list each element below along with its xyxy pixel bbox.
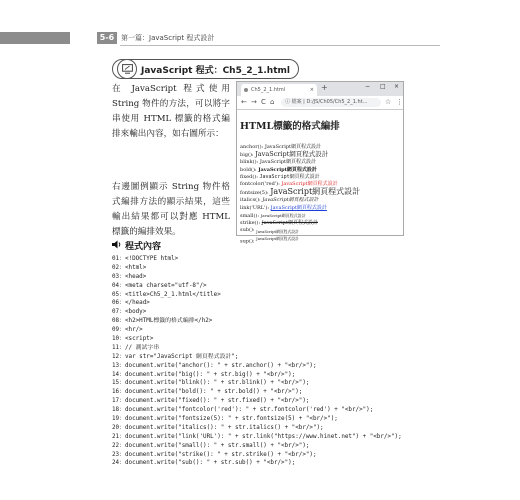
line-number: 20： bbox=[112, 424, 125, 431]
line-number: 12： bbox=[112, 353, 125, 360]
output-line: blink(): JavaScript網頁程式設計 bbox=[240, 159, 317, 166]
output-line: anchor(): JavaScript網頁程式設計 bbox=[240, 144, 322, 150]
browser-tab-title: Ch5_2_1.html bbox=[251, 87, 286, 93]
line-number: 09： bbox=[112, 327, 125, 334]
code-text: <html> bbox=[125, 264, 147, 271]
code-text: document.write("fontsize(5): " + str.fontsize(5) + "<br/>"); bbox=[125, 416, 338, 423]
line-number: 16： bbox=[112, 389, 125, 396]
code-line bbox=[112, 379, 442, 388]
example-label-text: JavaScript 程式：Ch5_2_1.html bbox=[141, 65, 290, 76]
line-number: 23： bbox=[112, 451, 125, 458]
line-number: 05： bbox=[112, 291, 125, 298]
code-line bbox=[112, 442, 442, 451]
code-text: </head> bbox=[125, 300, 150, 307]
monitor-icon bbox=[117, 59, 137, 79]
code-text: var str="JavaScript 網頁程式設計"; bbox=[125, 353, 239, 360]
code-line bbox=[112, 406, 442, 415]
code-line bbox=[112, 255, 442, 264]
code-text: document.write("fontcolor('red'): " + str.fontcolor('red') + "<br/>"); bbox=[125, 407, 374, 414]
new-tab-icon[interactable]: + bbox=[321, 83, 328, 92]
explain-paragraph: 右邊圖例顯示 String 物件格式編排方法的顯示結果，這些輸出結果都可以對應 HTML 標籤的編排效果。 bbox=[112, 182, 230, 237]
code-line bbox=[112, 415, 442, 424]
output-line: small(): JavaScript網頁程式設計 bbox=[240, 212, 306, 219]
code-text: document.write("big(): " + str.big() + "<br/>"); bbox=[125, 371, 296, 378]
output-line: big(): JavaScript網頁程式設計 bbox=[240, 150, 329, 159]
example-label bbox=[112, 59, 299, 79]
kebab-menu-icon[interactable]: ⋮ bbox=[396, 98, 403, 106]
header-divider bbox=[120, 45, 440, 46]
line-number: 24： bbox=[112, 460, 125, 467]
browser-tab[interactable] bbox=[241, 84, 317, 96]
page-heading: HTML標籤的格式編排 bbox=[240, 121, 340, 132]
code-line bbox=[112, 317, 442, 326]
speaker-icon bbox=[112, 240, 122, 252]
output-line: sub(): $_{JavaScript網頁程式設計}$ bbox=[240, 227, 299, 235]
code-text: // 測試字串 bbox=[125, 344, 160, 351]
code-line bbox=[112, 451, 442, 460]
line-number: 10： bbox=[112, 336, 125, 343]
page-number: 5-6 bbox=[97, 32, 117, 44]
code-text: document.write("fixed(): " + str.fixed() + "<br/>"); bbox=[125, 398, 310, 405]
back-arrow-icon[interactable]: ← bbox=[241, 98, 247, 106]
minimize-icon[interactable]: − bbox=[365, 83, 371, 90]
line-number: 22： bbox=[112, 442, 125, 449]
code-line bbox=[112, 299, 442, 308]
address-bar[interactable]: ⓘ 檔案 | D:/JS/Ch05/Ch5_2_1.ht... bbox=[281, 98, 381, 107]
window-close-icon[interactable]: × bbox=[394, 83, 400, 90]
line-number: 01： bbox=[112, 256, 125, 262]
output-line: sup(): $^{JavaScript網頁程式設計}$ bbox=[240, 236, 299, 246]
page-header bbox=[0, 28, 520, 46]
maximize-icon[interactable]: □ bbox=[380, 83, 386, 90]
output-line: bold(): JavaScript網頁程式設計 bbox=[240, 166, 317, 173]
globe-icon bbox=[244, 88, 248, 92]
line-number: 19： bbox=[112, 416, 125, 423]
code-line bbox=[112, 353, 442, 362]
intro-paragraph: 在 JavaScript 程式使用 String 物件的方法，可以將字串使用 HTML 標籤的格式編排來輸出內容，如右圖所示： bbox=[112, 84, 230, 139]
browser-toolbar bbox=[237, 96, 403, 110]
line-number: 14： bbox=[112, 371, 125, 378]
code-text: <script> bbox=[125, 336, 154, 343]
code-line bbox=[112, 424, 442, 433]
code-line bbox=[112, 433, 442, 442]
home-icon[interactable]: ⌂ bbox=[270, 98, 275, 106]
code-line bbox=[112, 397, 442, 406]
output-line: fontsize(5): JavaScript網頁程式設計 bbox=[240, 187, 361, 197]
line-number: 08： bbox=[112, 318, 125, 325]
line-number: 13： bbox=[112, 362, 125, 369]
code-text: <body> bbox=[125, 309, 147, 316]
code-text: document.write("anchor(): " + str.anchor() + "<br/>"); bbox=[125, 362, 317, 369]
code-line bbox=[112, 264, 442, 273]
browser-tab-strip bbox=[237, 82, 403, 96]
line-number: 04： bbox=[112, 282, 125, 289]
line-number: 15： bbox=[112, 380, 125, 387]
code-line bbox=[112, 273, 442, 282]
code-listing bbox=[112, 255, 442, 468]
line-number: 18： bbox=[112, 407, 125, 414]
header-tab-bar bbox=[0, 32, 70, 44]
code-text: document.write("bold(): " + str.bold() + "<br/>"); bbox=[125, 389, 303, 396]
browser-screenshot bbox=[236, 81, 404, 246]
browser-content bbox=[237, 110, 403, 250]
code-text: document.write("blink(): " + str.blink() + "<br/>"); bbox=[125, 380, 310, 387]
code-text: <head> bbox=[125, 273, 147, 280]
line-number: 11： bbox=[112, 344, 125, 351]
code-line bbox=[112, 308, 442, 317]
code-text: document.write("italics(): " + str.italics() + "<br/>"); bbox=[125, 424, 324, 431]
code-text: document.write("small(): " + str.small() + "<br/>"); bbox=[125, 442, 310, 449]
code-text: <h2>HTML標籤的格式編排</h2> bbox=[125, 318, 213, 325]
code-text: <!DOCTYPE html> bbox=[125, 256, 179, 262]
forward-arrow-icon[interactable]: → bbox=[251, 98, 257, 106]
part-title: 第一篇：JavaScript 程式設計 bbox=[121, 34, 215, 42]
output-line: link('URL'): JavaScript網頁程式設計 bbox=[240, 204, 327, 211]
code-text: <hr/> bbox=[125, 327, 143, 334]
tab-close-icon[interactable]: × bbox=[309, 87, 314, 93]
code-section-title bbox=[112, 239, 161, 252]
output-line: fixed(): JavaScript網頁程式設計 bbox=[240, 173, 320, 180]
code-line bbox=[112, 291, 442, 300]
code-line bbox=[112, 335, 442, 344]
output-link[interactable]: JavaScript網頁程式設計 bbox=[270, 204, 327, 211]
output-line: strike(): JavaScript網頁程式設計 bbox=[240, 220, 318, 227]
line-number: 07： bbox=[112, 309, 125, 316]
line-number: 03： bbox=[112, 273, 125, 280]
reload-icon[interactable]: C bbox=[261, 98, 266, 106]
line-number: 02： bbox=[112, 264, 125, 271]
code-text: <meta charset="utf-8"/> bbox=[125, 282, 207, 289]
code-line bbox=[112, 344, 442, 353]
code-line bbox=[112, 388, 442, 397]
output-line: fontcolor('red'): JavaScript網頁程式設計 bbox=[240, 181, 338, 188]
code-line bbox=[112, 282, 442, 291]
code-line bbox=[112, 362, 442, 371]
star-icon[interactable]: ☆ bbox=[385, 98, 392, 106]
code-line bbox=[112, 371, 442, 380]
code-line bbox=[112, 326, 442, 335]
code-text: document.write("strike(): " + str.strike() + "<br/>"); bbox=[125, 451, 317, 458]
output-line: italics(): JavaScript網頁程式設計 bbox=[240, 197, 319, 204]
line-number: 21： bbox=[112, 433, 125, 440]
code-text: <title>Ch5_2_1.html</title> bbox=[125, 291, 221, 298]
code-line bbox=[112, 459, 442, 468]
code-text: document.write("sub(): " + str.sub() + "<br/>"); bbox=[125, 460, 296, 467]
code-text: document.write("link('URL'): " + str.link("https://www.hinet.net") + "<br/>"); bbox=[125, 433, 402, 440]
code-section-title-text: 程式內容 bbox=[125, 242, 162, 252]
line-number: 17： bbox=[112, 398, 125, 405]
line-number: 06： bbox=[112, 300, 125, 307]
